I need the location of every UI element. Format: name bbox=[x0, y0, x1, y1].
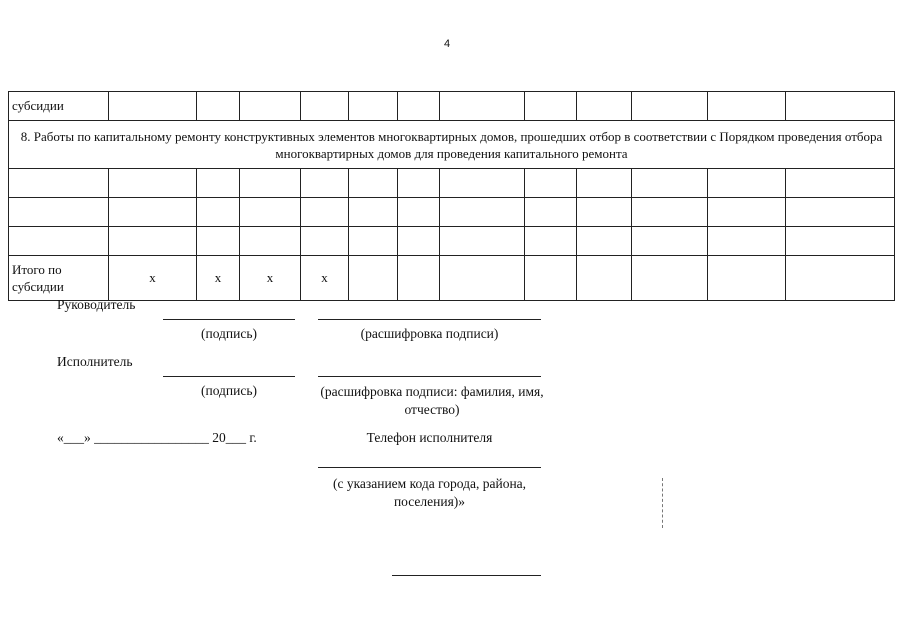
table-cell bbox=[197, 92, 240, 121]
executor-label: Исполнитель bbox=[57, 354, 133, 369]
margin-dashed-line bbox=[662, 478, 663, 528]
table-cell bbox=[632, 169, 708, 198]
report-table bbox=[8, 91, 895, 301]
table-cell bbox=[577, 227, 632, 256]
table-cell bbox=[525, 198, 577, 227]
table-cell bbox=[240, 198, 301, 227]
table-cell bbox=[109, 198, 197, 227]
table-cell bbox=[786, 256, 895, 301]
total-mark: x bbox=[301, 256, 349, 301]
executor-signature-line bbox=[163, 376, 295, 377]
closing-line bbox=[392, 575, 541, 576]
table-cell bbox=[525, 227, 577, 256]
table-cell bbox=[9, 169, 109, 198]
table-cell bbox=[632, 92, 708, 121]
table-cell bbox=[109, 92, 197, 121]
table-cell bbox=[9, 198, 109, 227]
row-label: субсидии bbox=[9, 92, 109, 121]
table-cell bbox=[525, 92, 577, 121]
total-row bbox=[9, 256, 895, 301]
total-mark: x bbox=[109, 256, 197, 301]
table-cell bbox=[240, 169, 301, 198]
table-cell bbox=[197, 227, 240, 256]
total-label: Итого по субсидии bbox=[9, 256, 109, 301]
table-cell bbox=[708, 169, 786, 198]
table-cell bbox=[109, 169, 197, 198]
table-cell bbox=[301, 169, 349, 198]
table-cell bbox=[240, 227, 301, 256]
table-row bbox=[9, 227, 895, 256]
table-cell bbox=[708, 256, 786, 301]
table-cell bbox=[9, 227, 109, 256]
table-cell bbox=[197, 198, 240, 227]
table-cell bbox=[440, 92, 525, 121]
table-cell bbox=[349, 256, 398, 301]
table-cell bbox=[440, 169, 525, 198]
table-row bbox=[9, 92, 895, 121]
table-row bbox=[9, 169, 895, 198]
table-cell bbox=[301, 227, 349, 256]
table-cell bbox=[525, 256, 577, 301]
table-cell bbox=[109, 227, 197, 256]
head-signature-line bbox=[163, 319, 295, 320]
head-label: Руководитель bbox=[57, 297, 136, 312]
total-mark: x bbox=[197, 256, 240, 301]
table-cell bbox=[197, 169, 240, 198]
table-cell bbox=[786, 227, 895, 256]
table-cell bbox=[240, 92, 301, 121]
table-cell bbox=[632, 227, 708, 256]
table-cell bbox=[708, 227, 786, 256]
table-cell bbox=[577, 169, 632, 198]
table-cell bbox=[440, 227, 525, 256]
head-decode-line bbox=[318, 319, 541, 320]
executor-decode-caption: (расшифровка подписи: фамилия, имя, отчество) bbox=[320, 384, 544, 417]
table-row bbox=[9, 198, 895, 227]
table-cell bbox=[398, 198, 440, 227]
table-cell bbox=[525, 169, 577, 198]
head-decode-caption: (расшифровка подписи) bbox=[360, 326, 499, 341]
phone-caption: (с указанием кода города, района, поселения)» bbox=[332, 476, 527, 509]
total-mark: x bbox=[240, 256, 301, 301]
table-cell bbox=[440, 198, 525, 227]
table-cell bbox=[577, 92, 632, 121]
table-cell bbox=[349, 92, 398, 121]
table-cell bbox=[786, 92, 895, 121]
table-cell bbox=[577, 256, 632, 301]
table-cell bbox=[349, 198, 398, 227]
table-cell bbox=[301, 198, 349, 227]
table-cell bbox=[577, 198, 632, 227]
phone-line bbox=[318, 467, 541, 468]
page-number: 4 bbox=[444, 38, 451, 50]
table-cell bbox=[632, 256, 708, 301]
section-row bbox=[9, 121, 895, 169]
section-title: 8. Работы по капитальному ремонту конструктивных элементов многоквартирных домов, прошедших отбор в соответствии с Порядком проведения отбора многоквартирных домов для проведения капитального ремонта bbox=[9, 121, 895, 169]
table-cell bbox=[398, 169, 440, 198]
executor-decode-line bbox=[318, 376, 541, 377]
table-cell bbox=[440, 256, 525, 301]
table-cell bbox=[349, 169, 398, 198]
table-cell bbox=[398, 256, 440, 301]
table-cell bbox=[708, 92, 786, 121]
table-cell bbox=[398, 92, 440, 121]
table-cell bbox=[786, 169, 895, 198]
table-cell bbox=[708, 198, 786, 227]
table-cell bbox=[786, 198, 895, 227]
head-signature-caption: (подпись) bbox=[200, 326, 258, 341]
executor-signature-caption: (подпись) bbox=[200, 383, 258, 398]
table-cell bbox=[398, 227, 440, 256]
table-cell bbox=[349, 227, 398, 256]
table-cell bbox=[632, 198, 708, 227]
table-cell bbox=[301, 92, 349, 121]
date-line: «___» _________________ 20___ г. bbox=[57, 430, 257, 445]
phone-label: Телефон исполнителя bbox=[366, 430, 493, 445]
